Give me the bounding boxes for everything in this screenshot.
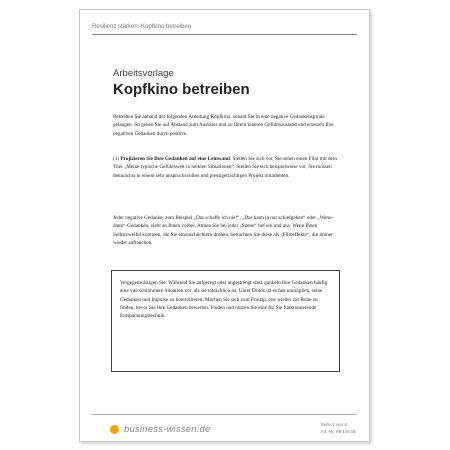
running-header: Resilienz stärken: Kopfkino betreiben: [92, 24, 192, 30]
callout-box: [111, 270, 340, 372]
step-1-number: (1): [113, 156, 121, 162]
step-1-paragraph: [113, 155, 337, 180]
intro-paragraph-text: Betreiben Sie anhand der folgenden Anleitung Kopfkino, sobald Sie in eine negative Gedankenspirale gelangen. So gehen Sie auf Abstand zum Auslöser und zu Ihrem inneren Gefühlszustand und ersetzen Ihre negativen Gedanken durch positive.: [113, 114, 334, 137]
page-number: Seite 1 von 4: [320, 422, 347, 427]
negative-thoughts-text: Jeder negative Gedanke, zum Beispiel „Das schaffe ich nie!“, „Das kann ja nur schiefgehen“ oder „Wenn-dann“-Gedanken, zieht an Ihnen vorbei. Atmen Sie bei jeder „Szene“ tief ein und aus. Wenn Ihnen Selbstzweifel kommen, die Sie einzuschüchtern drohen, betrachten Sie diese als „Filmeffekte“, die immer wieder auftauchen.: [113, 215, 334, 246]
intro-paragraph: [113, 113, 337, 138]
logo-dot-icon: [110, 425, 119, 434]
footer-meta: [320, 422, 356, 435]
callout-text: Vergegenwärtigen Sie: Während Sie aufgeregt oder angestrengt sind, gaukeln Ihre Gedanken häufig eine viel schlimmere Situation vor, als sie tatsächlich ist. Unter Druck ist es fast unmöglich, seine Gedanken und Impulse zu kontrollieren. Machen Sie sich zum Prinzip, erst wieder zur Ruhe zu finden, bevor Sie Ihre Gedanken bewerten. Finden und nutzen Sie eine für Sie funktionierende Entspannungstechnik.: [120, 280, 328, 320]
logo-wordmark: business-wissen.de: [124, 424, 211, 435]
negative-thoughts-paragraph: [113, 214, 337, 247]
document-kicker: Arbeitsvorlage: [113, 68, 174, 79]
step-1-heading: Projizieren Sie Ihre Gedanken auf eine Leinwand: [120, 156, 230, 162]
step-1-text: . Stellen Sie sich vor, Sie sehen einen Film mit dem Titel „Meine typische Gefühlswelt in heiklen Situationen“. Stellen Sie sich beispielweise vor, Sie müssen demnächst in einem sehr anspruchsvollen und prestigeträchtigen Projekt mitarbeiten.: [113, 156, 337, 179]
article-number: Art.-Nr. 99.145.06: [320, 428, 356, 434]
document-title: Kopfkino betreiben: [113, 81, 250, 98]
document-page: [79, 9, 370, 442]
footer-divider: [92, 414, 357, 415]
header-divider: [92, 34, 357, 35]
business-wissen-logo: [110, 424, 211, 435]
